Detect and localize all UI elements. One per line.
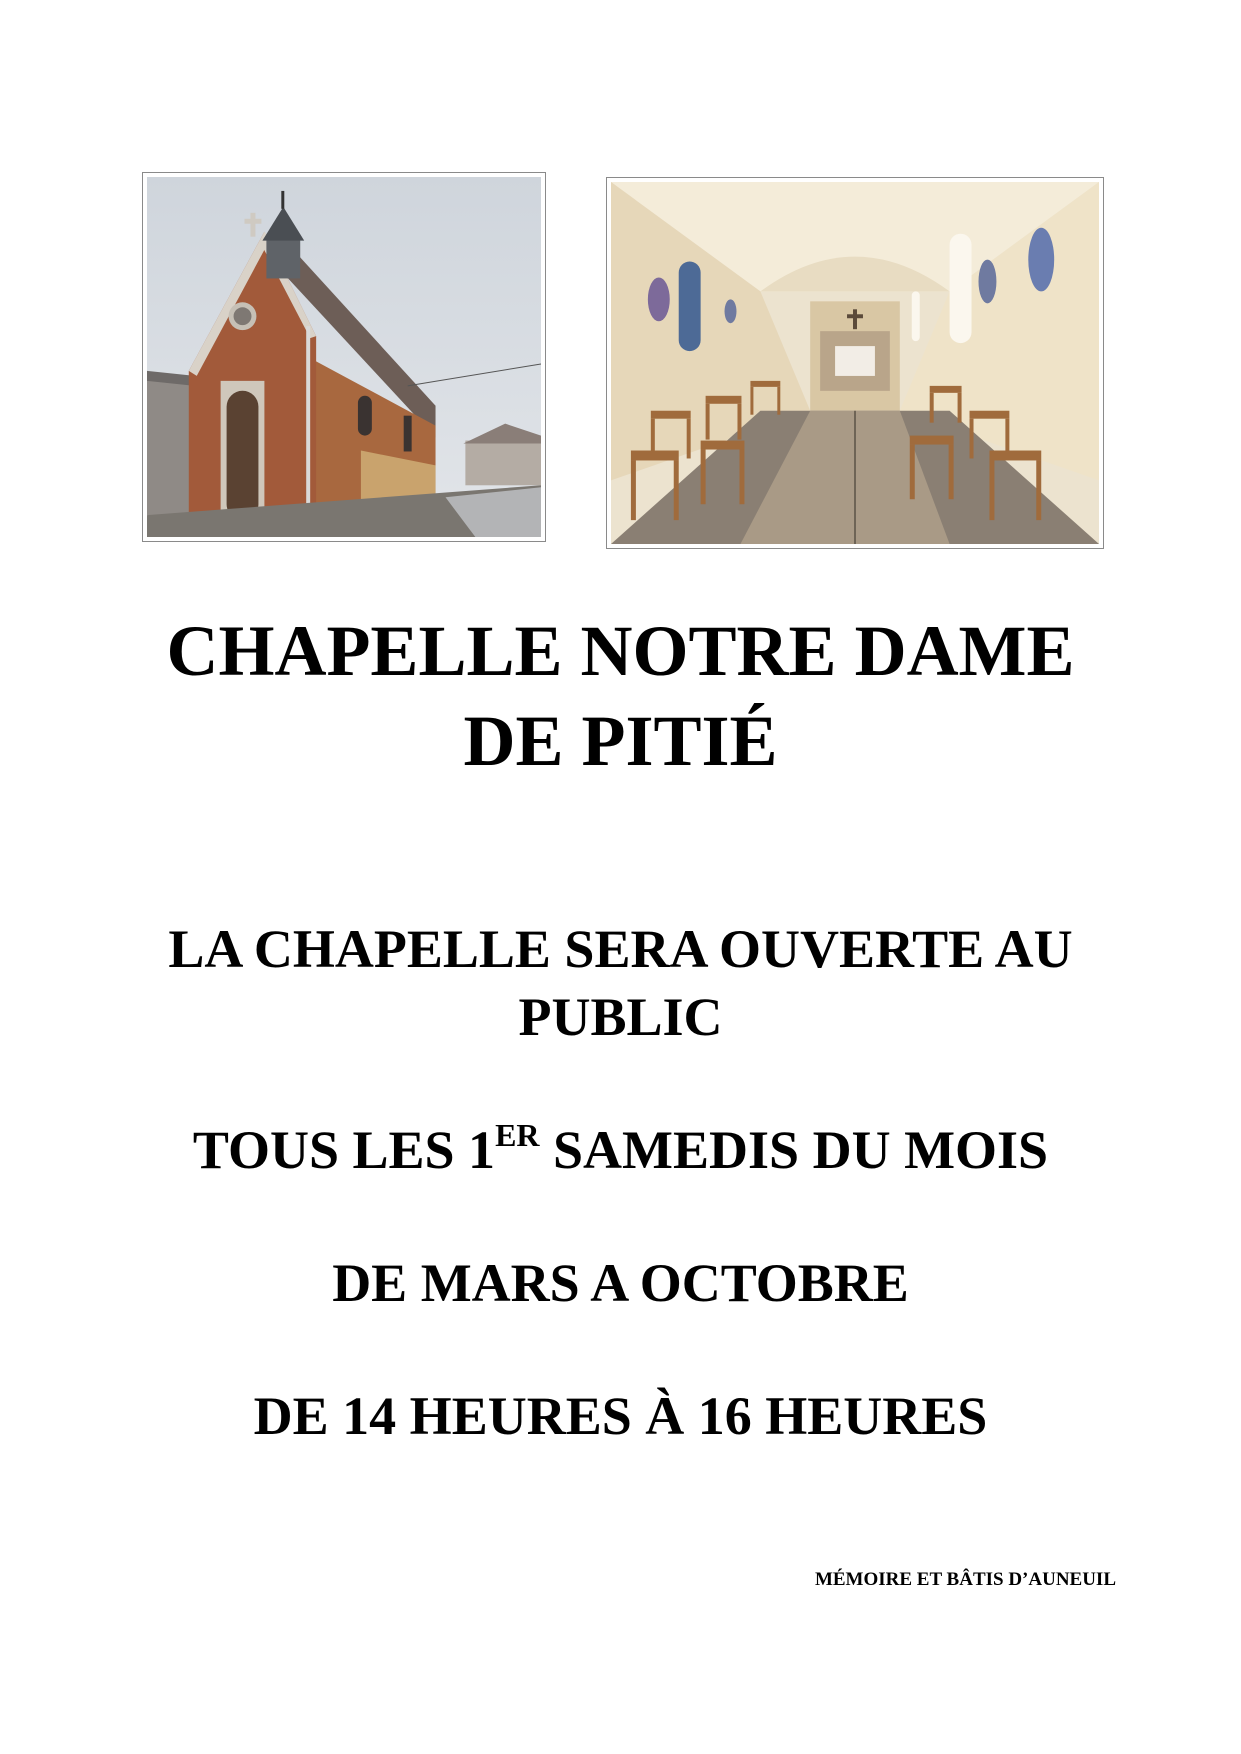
- page-title-line-2: DE PITIÉ: [463, 701, 778, 781]
- chapel-interior-photo: [606, 177, 1104, 549]
- organization-signature: MÉMOIRE ET BÂTIS D’AUNEUIL: [814, 1569, 1116, 1590]
- announcement-schedule-days: [0, 1117, 1241, 1183]
- page-title-line-1: CHAPELLE NOTRE DAME: [166, 611, 1075, 691]
- ordinal-superscript: ER: [495, 1117, 540, 1153]
- announcement-line-1: LA CHAPELLE SERA OUVERTE AU: [168, 919, 1073, 979]
- chapel-exterior-photo: [142, 172, 546, 542]
- schedule-days-prefix: TOUS LES 1: [192, 1120, 496, 1180]
- announcement-schedule-hours: DE 14 HEURES À 16 HEURES: [253, 1386, 988, 1446]
- announcement-line-2: PUBLIC: [518, 987, 723, 1047]
- schedule-days-suffix: SAMEDIS DU MOIS: [539, 1120, 1049, 1180]
- announcement-schedule-months: DE MARS A OCTOBRE: [332, 1253, 909, 1313]
